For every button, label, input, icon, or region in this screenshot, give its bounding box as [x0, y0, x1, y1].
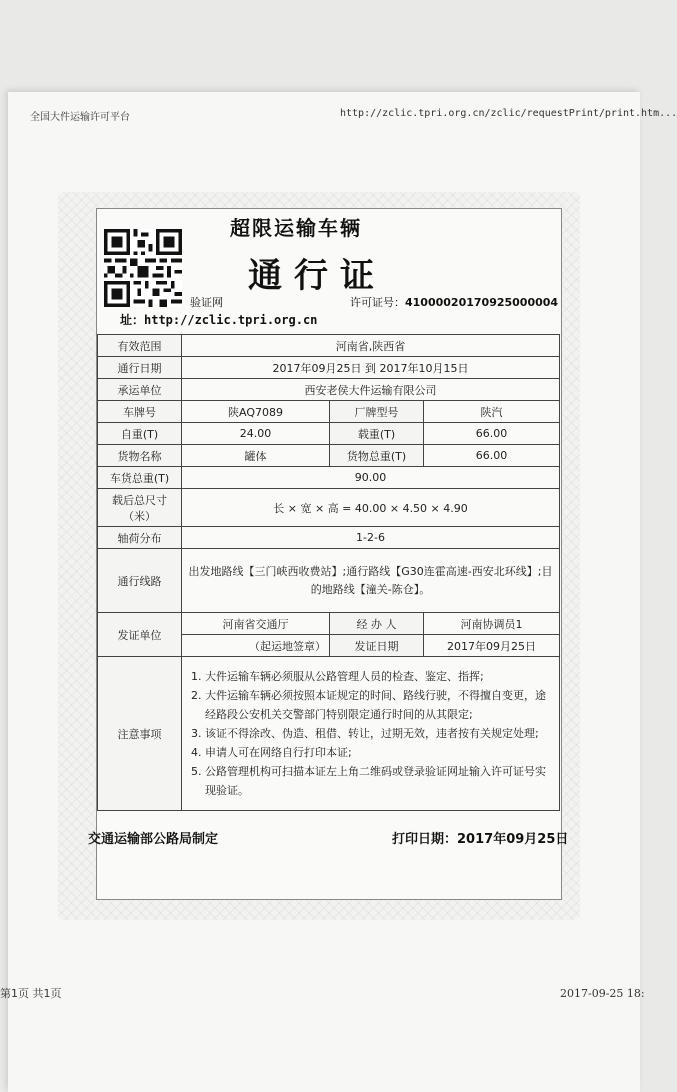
carrier-label: 承运单位 — [98, 379, 182, 401]
platform-name: 全国大件运输许可平台 — [30, 112, 130, 123]
route-value: 出发地路线【三门峡西收费站】;通行路线【G30连霍高速-西安北环线】;目的地路线【潼关-陈仓】。 — [182, 549, 560, 613]
handler-value: 河南协调员1 — [424, 613, 560, 635]
date-value: 2017年09月25日 到 2017年10月15日 — [182, 357, 560, 379]
route-label: 通行线路 — [98, 549, 182, 613]
notes-list — [182, 657, 560, 811]
print-timestamp: 2017-09-25 18: — [560, 987, 645, 1000]
cargo-label: 货物名称 — [98, 445, 182, 467]
qr-code-icon — [104, 229, 182, 307]
table-row — [98, 335, 560, 357]
table-row — [98, 445, 560, 467]
date-label: 通行日期 — [98, 357, 182, 379]
note-item: 4. 申请人可在网络自行打印本证; — [205, 743, 556, 762]
table-row — [98, 549, 560, 613]
issuer-label: 发证单位 — [98, 613, 182, 657]
axle-value: 1-2-6 — [182, 527, 560, 549]
certificate-title: 超限运输车辆 — [230, 216, 362, 240]
scope-label: 有效范围 — [98, 335, 182, 357]
handler-label: 经 办 人 — [330, 613, 424, 635]
table-row — [98, 401, 560, 423]
note-item: 3. 该证不得涂改、伪造、租借、转让，过期无效，违者按有关规定处理; — [205, 724, 556, 743]
issue-date-label: 发证日期 — [330, 635, 424, 657]
plate-value: 陕AQ7089 — [182, 401, 330, 423]
note-item: 1. 大件运输车辆必须服从公路管理人员的检查、鉴定、指挥; — [205, 667, 556, 686]
table-row — [98, 357, 560, 379]
table-row — [98, 379, 560, 401]
self-weight-label: 自重(T) — [98, 423, 182, 445]
size-label: 载后总尺寸（米） — [98, 489, 182, 527]
plate-label: 车牌号 — [98, 401, 182, 423]
self-weight-value: 24.00 — [182, 423, 330, 445]
table-row — [98, 423, 560, 445]
model-label: 厂牌型号 — [330, 401, 424, 423]
verify-address: 址：http://zclic.tpri.org.cn — [120, 313, 318, 327]
made-by: 交通运输部公路局制定 — [88, 832, 219, 847]
certificate-subtitle: 通行证 — [248, 256, 386, 296]
load-value: 66.00 — [424, 423, 560, 445]
issuer-value: 河南省交通厅 — [182, 613, 330, 635]
issue-date-value: 2017年09月25日 — [424, 635, 560, 657]
table-row — [98, 613, 560, 635]
model-value: 陕汽 — [424, 401, 560, 423]
carrier-value: 西安老侯大件运输有限公司 — [182, 379, 560, 401]
total-weight-label: 车货总重(T) — [98, 467, 182, 489]
cargo-weight-label: 货物总重(T) — [330, 445, 424, 467]
permit-number: 许可证号：41000020170925000004 — [350, 296, 559, 309]
notes-label: 注意事项 — [98, 657, 182, 811]
table-row — [98, 527, 560, 549]
scope-value: 河南省,陕西省 — [182, 335, 560, 357]
verify-label: 验证网 — [190, 296, 223, 309]
page-count: 第1页 共1页 — [0, 987, 62, 1000]
permit-table — [97, 334, 560, 811]
axle-label: 轴荷分布 — [98, 527, 182, 549]
table-row — [98, 657, 560, 811]
table-row — [98, 489, 560, 527]
size-value: 长 × 宽 × 高 = 40.00 × 4.50 × 4.90 — [182, 489, 560, 527]
print-date: 打印日期：2017年09月25日 — [392, 832, 569, 847]
cargo-weight-value: 66.00 — [424, 445, 560, 467]
note-item: 2. 大件运输车辆必须按照本证规定的时间、路线行驶，不得擅自变更，途经路段公安机关交警部门特别限定通行时间的从其限定; — [205, 686, 556, 724]
load-label: 载重(T) — [330, 423, 424, 445]
table-row — [98, 467, 560, 489]
total-weight-value: 90.00 — [182, 467, 560, 489]
cargo-value: 罐体 — [182, 445, 330, 467]
page-url: http://zclic.tpri.org.cn/zclic/requestPrint/print.htm... — [340, 108, 677, 119]
issuer-note: （起运地签章） — [182, 635, 330, 657]
note-item: 5. 公路管理机构可扫描本证左上角二维码或登录验证网址输入许可证号实现验证。 — [205, 762, 556, 800]
